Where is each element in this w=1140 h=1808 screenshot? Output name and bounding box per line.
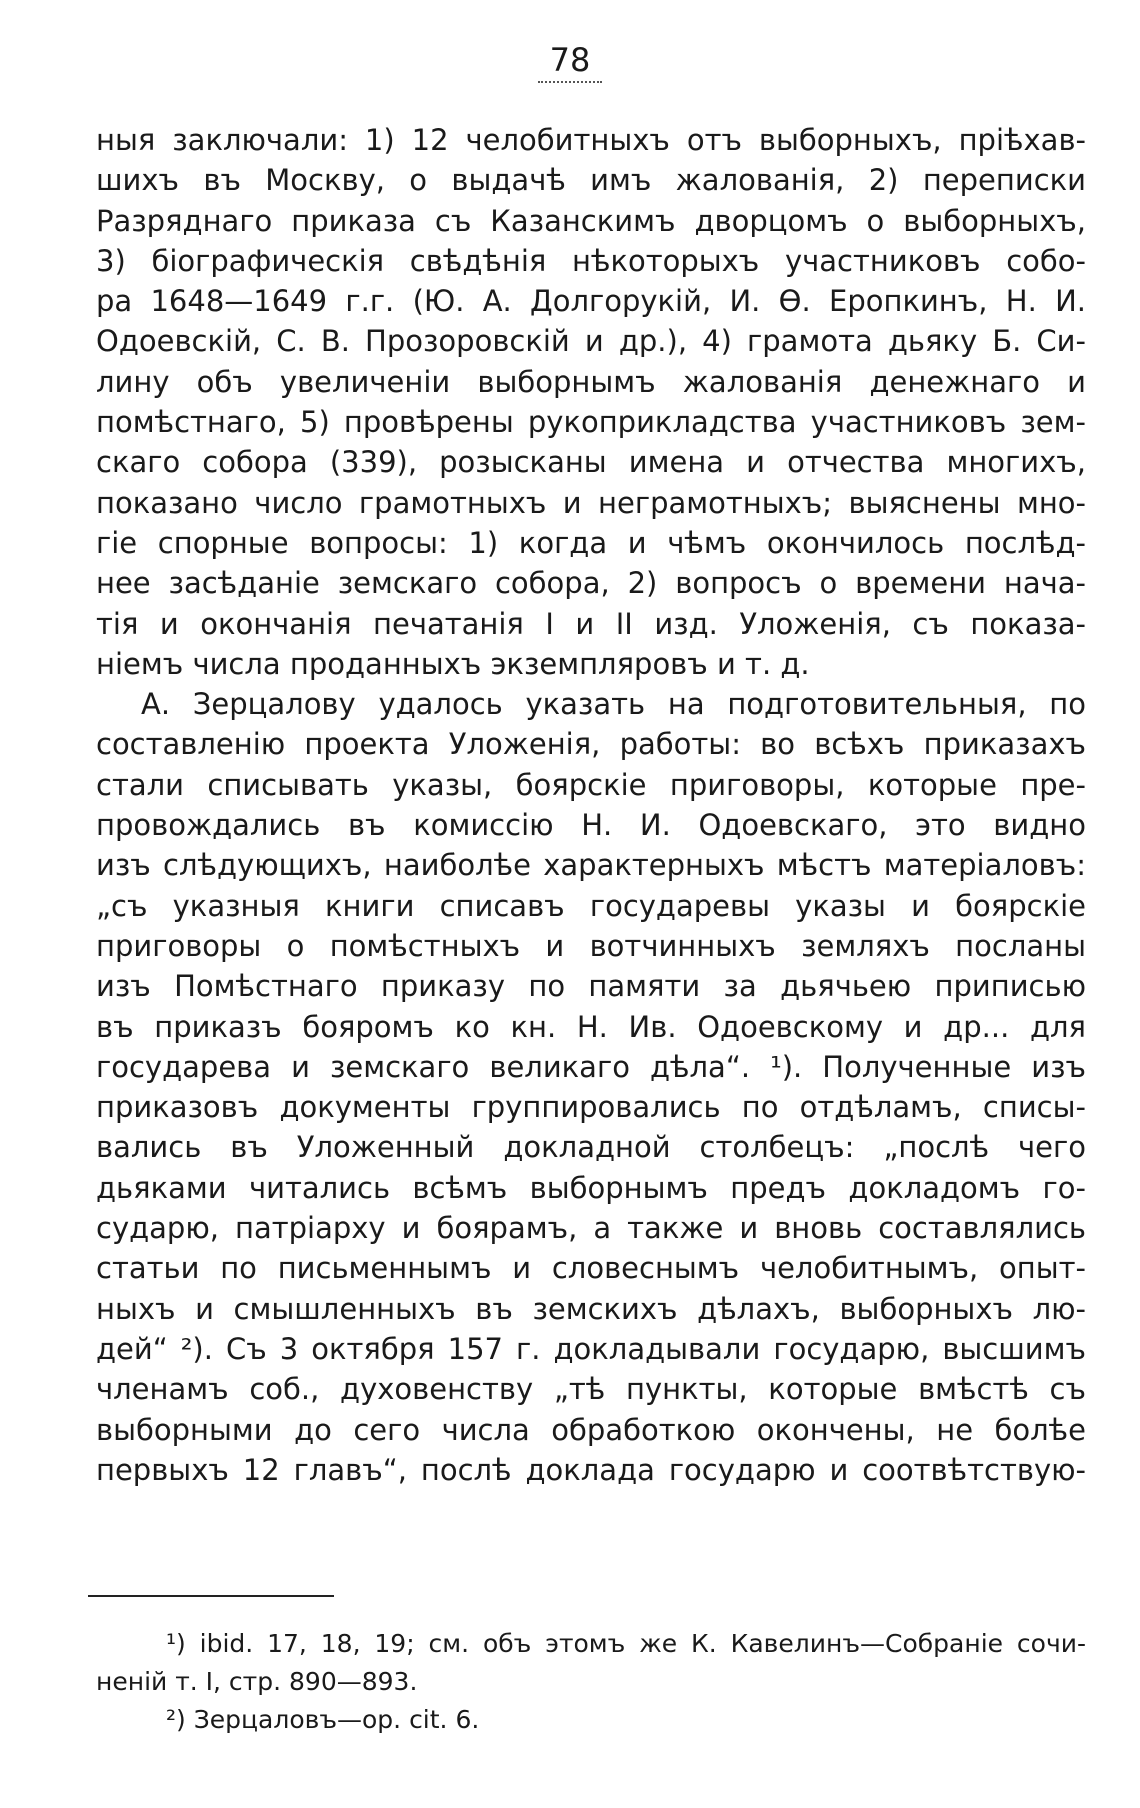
text-line: изъ слѣдующихъ, наиболѣе характерныхъ мѣстъ матерiаловъ: bbox=[96, 848, 1086, 883]
paragraph-1 bbox=[96, 120, 1086, 684]
text-line: А. Зерцалову удалось указать на подготовительныя, по bbox=[141, 687, 1086, 722]
text-line: приказовъ документы группировались по отдѣламъ, списы- bbox=[96, 1090, 1086, 1125]
text-line: ныхъ и смышленныхъ въ земскихъ дѣлахъ, выборныхъ лю- bbox=[96, 1291, 1086, 1326]
text-line: въ приказъ бояромъ ко кн. Н. Ив. Одоевскому и др... для bbox=[96, 1009, 1086, 1044]
footnotes bbox=[96, 1625, 1086, 1739]
text-line: помѣстнаго, 5) провѣрены рукоприкладства участниковъ зем- bbox=[96, 405, 1086, 440]
text-line: показано число грамотныхъ и неграмотныхъ; выяснены мно- bbox=[96, 485, 1086, 520]
text-line: членамъ соб., духовенству „тѣ пункты, которые вмѣстѣ съ bbox=[96, 1372, 1086, 1407]
text-line: лину объ увеличенiи выборнымъ жалованiя денежнаго и bbox=[96, 364, 1086, 399]
text-line: приговоры о помѣстныхъ и вотчинныхъ земляхъ посланы bbox=[96, 928, 1086, 963]
text-line: Разряднаго приказа съ Казанскимъ дворцомъ о выборныхъ, bbox=[96, 203, 1086, 238]
text-line: тiя и окончанiя печатанiя I и II изд. Уложенiя, съ показа- bbox=[96, 606, 1086, 641]
text-line: 3) бiографическiя свѣдѣнiя нѣкоторыхъ участниковъ собо- bbox=[96, 243, 1086, 278]
text-line: скаго собора (339), розысканы имена и отчества многихъ, bbox=[96, 445, 1086, 480]
page-number: 78 bbox=[0, 40, 1140, 80]
text-line: шихъ въ Москву, о выдачѣ имъ жалованiя, 2) переписки bbox=[96, 163, 1086, 198]
text-line: изъ Помѣстнаго приказу по памяти за дьячьею приписью bbox=[96, 969, 1086, 1004]
text-line: нее засѣданiе земскаго собора, 2) вопросъ о времени нача- bbox=[96, 566, 1086, 601]
body-text bbox=[96, 120, 1086, 1490]
footnote-divider bbox=[88, 1595, 334, 1597]
text-line: ныя заключали: 1) 12 челобитныхъ отъ выборныхъ, прiѣхав- bbox=[96, 123, 1086, 157]
text-line: первыхъ 12 главъ“, послѣ доклада государю и соотвѣтствую- bbox=[96, 1452, 1086, 1487]
text-line: стали списывать указы, боярскiе приговоры, которые пре- bbox=[96, 767, 1086, 802]
paragraph-2 bbox=[96, 684, 1086, 1490]
text-line: составленiю проекта Уложенiя, работы: во всѣхъ приказахъ bbox=[96, 727, 1086, 762]
text-line: вались въ Уложенный докладной столбецъ: „послѣ чего bbox=[96, 1130, 1086, 1165]
footnote-2-line: ²) Зерцаловъ—op. cit. 6. bbox=[166, 1705, 480, 1734]
text-line: Одоевскiй, С. В. Прозоровскiй и др.), 4) грамота дьяку Б. Си- bbox=[96, 324, 1086, 359]
text-line: статьи по письменнымъ и словеснымъ челобитнымъ, опыт- bbox=[96, 1251, 1086, 1286]
text-line: дьяками читались всѣмъ выборнымъ предъ докладомъ го- bbox=[96, 1170, 1086, 1205]
footnote-1-line: ненiй т. I, стр. 890—893. bbox=[96, 1667, 418, 1696]
text-line: выборными до сего числа обработкою окончены, не болѣе bbox=[96, 1412, 1086, 1447]
text-line: гiе спорные вопросы: 1) когда и чѣмъ окончилось послѣд- bbox=[96, 525, 1086, 560]
text-line: „съ указныя книги списавъ государевы указы и боярскiе bbox=[96, 888, 1086, 923]
text-line: провождались въ комиссiю Н. И. Одоевскаго, это видно bbox=[96, 808, 1086, 843]
text-line: сударю, патрiарху и боярамъ, а также и вновь составлялись bbox=[96, 1211, 1086, 1246]
text-line: ра 1648—1649 г.г. (Ю. А. Долгорукiй, И. Ѳ. Еропкинъ, Н. И. bbox=[96, 284, 1086, 319]
text-line: дей“ ²). Съ 3 октября 157 г. докладывали государю, высшимъ bbox=[96, 1331, 1086, 1366]
text-line: нiемъ числа проданныхъ экземпляровъ и т. д. bbox=[96, 646, 810, 681]
footnote-1-line: ¹) ibid. 17, 18, 19; см. объ этомъ же К. Кавелинъ—Собранiе сочи- bbox=[166, 1629, 1086, 1658]
text-line: государева и земскаго великаго дѣла“. ¹). Полученные изъ bbox=[96, 1049, 1086, 1084]
